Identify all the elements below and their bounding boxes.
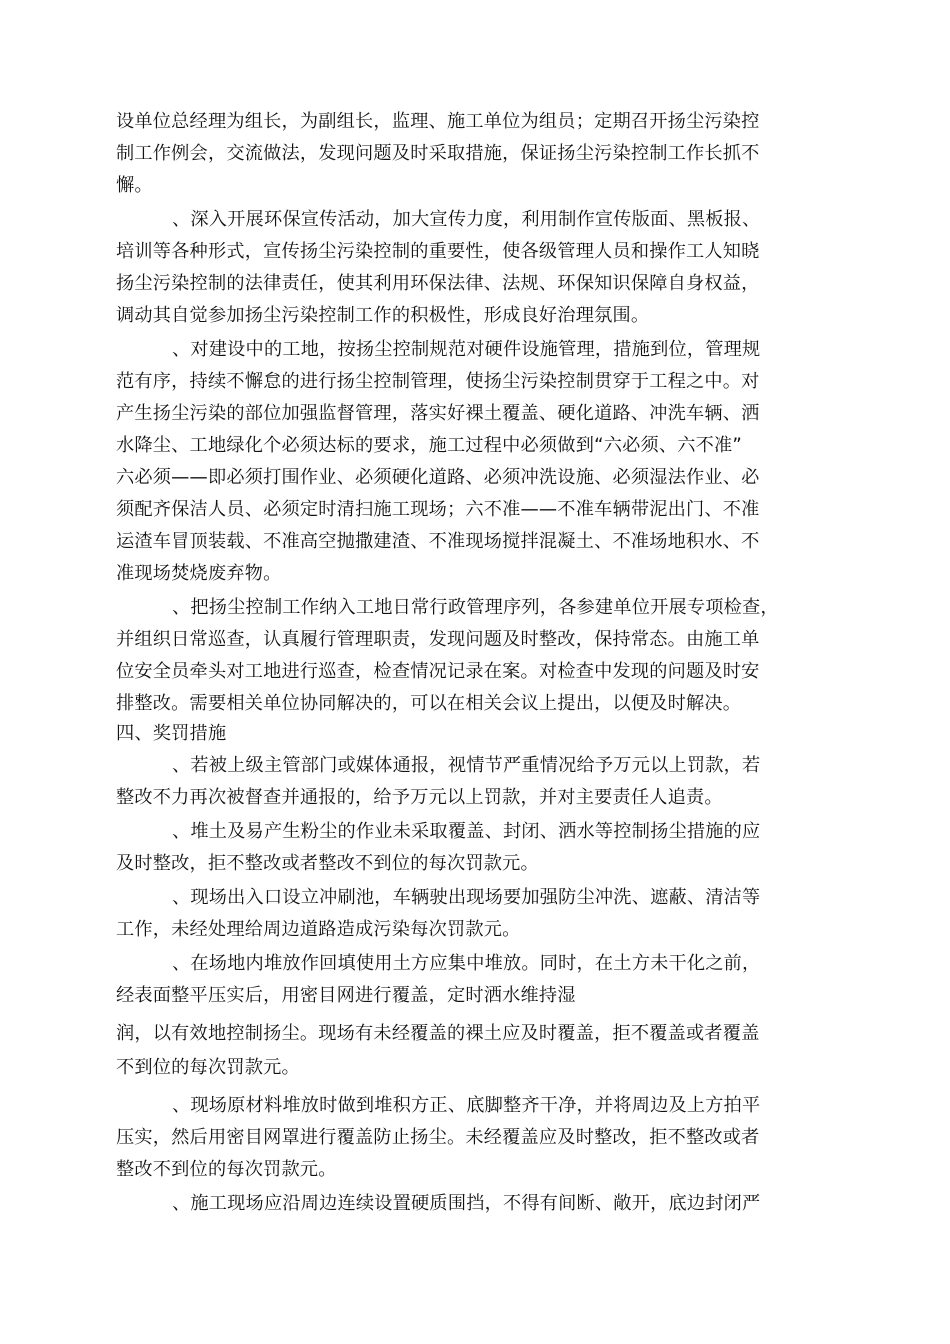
paragraph-line: 排整改。需要相关单位协同解决的，可以在相关会议上提出，以便及时解决。: [116, 693, 742, 714]
paragraph-line: 六必须——即必须打围作业、必须硬化道路、必须冲洗设施、必须湿法作业、必: [116, 467, 760, 488]
paragraph-line: 不到位的每次罚款元。: [116, 1057, 300, 1078]
paragraph-line: 调动其自觉参加扬尘污染控制工作的积极性，形成良好治理氛围。: [116, 305, 650, 326]
paragraph-line: 、在场地内堆放作回填使用土方应集中堆放。同时，在土方未干化之前，: [172, 953, 761, 974]
paragraph-line: 润，以有效地控制扬尘。现场有未经覆盖的裸土应及时覆盖，拒不覆盖或者覆盖: [116, 1023, 760, 1044]
paragraph-line: 制工作例会，交流做法，发现问题及时采取措施，保证扬尘污染控制工作长抓不: [116, 143, 760, 164]
paragraph-line: 、深入开展环保宣传活动，加大宣传力度，利用制作宣传版面、黑板报、: [172, 209, 761, 230]
paragraph-line: 须配齐保洁人员、必须定时清扫施工现场；六不准——不准车辆带泥出门、不准: [116, 499, 760, 520]
paragraph-line: 、现场出入口设立冲刷池，车辆驶出现场要加强防尘冲洗、遮蔽、清洁等: [172, 887, 761, 908]
paragraph-line: 设单位总经理为组长，为副组长，监理、施工单位为组员；定期召开扬尘污染控: [116, 111, 760, 132]
paragraph-line: 并组织日常巡查，认真履行管理职责，发现问题及时整改，保持常态。由施工单: [116, 629, 760, 650]
paragraph-line: 、现场原材料堆放时做到堆积方正、底脚整齐干净，并将周边及上方拍平: [172, 1095, 761, 1116]
paragraph-line: 位安全员牵头对工地进行巡查，检查情况记录在案。对检查中发现的问题及时安: [116, 661, 760, 682]
paragraph-line: 、堆土及易产生粉尘的作业未采取覆盖、封闭、洒水等控制扬尘措施的应: [172, 821, 761, 842]
paragraph-line: 及时整改，拒不整改或者整改不到位的每次罚款元。: [116, 853, 539, 874]
paragraph-line: 压实，然后用密目网罩进行覆盖防止扬尘。未经覆盖应及时整改，拒不整改或者: [116, 1127, 760, 1148]
paragraph-line: 水降尘、工地绿化个必须达标的要求，施工过程中必须做到“六必须、六不准”: [116, 435, 743, 456]
paragraph-line: 、若被上级主管部门或媒体通报，视情节严重情况给予万元以上罚款，若: [172, 755, 761, 776]
paragraph-line: 经表面整平压实后，用密目网进行覆盖，定时洒水维持湿: [116, 985, 576, 1006]
paragraph-line: 产生扬尘污染的部位加强监督管理，落实好裸土覆盖、硬化道路、冲洗车辆、洒: [116, 403, 760, 424]
paragraph-line: 范有序，持续不懈怠的进行扬尘控制管理，使扬尘污染控制贯穿于工程之中。对: [116, 371, 760, 392]
paragraph-line: 工作，未经处理给周边道路造成污染每次罚款元。: [116, 919, 521, 940]
paragraph-line: 整改不到位的每次罚款元。: [116, 1159, 337, 1180]
paragraph-line: 、对建设中的工地，按扬尘控制规范对硬件设施管理，措施到位，管理规: [172, 339, 761, 360]
paragraph-line: 、把扬尘控制工作纳入工地日常行政管理序列，各参建单位开展专项检查，: [172, 597, 779, 618]
paragraph-line: 、施工现场应沿周边连续设置硬质围挡，不得有间断、敞开，底边封闭严: [172, 1193, 761, 1214]
section-heading: 四、奖罚措施: [116, 723, 227, 744]
paragraph-line: 整改不力再次被督查并通报的，给予万元以上罚款，并对主要责任人追责。: [116, 787, 723, 808]
paragraph-line: 扬尘污染控制的法律责任，使其利用环保法律、法规、环保知识保障自身权益，: [116, 273, 760, 294]
paragraph-line: 培训等各种形式，宣传扬尘污染控制的重要性，使各级管理人员和操作工人知晓: [116, 241, 760, 262]
paragraph-line: 懈。: [116, 175, 153, 196]
paragraph-line: 准现场焚烧废弃物。: [116, 563, 282, 584]
paragraph-line: 运渣车冒顶装载、不准高空抛撒建渣、不准现场搅拌混凝土、不准场地积水、不: [116, 531, 760, 552]
